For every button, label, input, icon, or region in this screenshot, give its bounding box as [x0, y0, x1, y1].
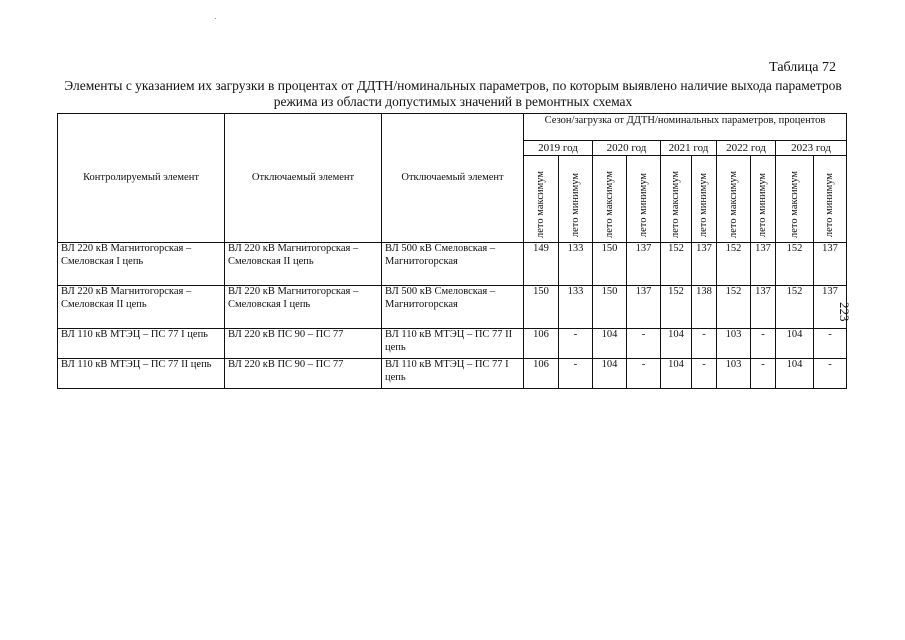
header-sub-label: лето максимум [788, 170, 800, 238]
header-summer-min [814, 156, 847, 243]
cell-load-value: - [751, 359, 776, 389]
cell-load-value: 104 [593, 359, 627, 389]
cell-disconnected-2: ВЛ 500 кВ Смеловская – Магнитогорская [382, 243, 524, 286]
cell-load-value: 137 [627, 243, 661, 286]
cell-load-value: 104 [593, 329, 627, 359]
cell-load-value: 152 [717, 243, 751, 286]
table-row [58, 243, 847, 286]
cell-disconnected-1: ВЛ 220 кВ Магнитогорская – Смеловская I цепь [225, 286, 382, 329]
header-summer-min [751, 156, 776, 243]
header-season: Сезон/загрузка от ДДТН/номинальных параметров, процентов [524, 114, 847, 141]
cell-load-value: 137 [814, 286, 847, 329]
table-row [58, 286, 847, 329]
cell-load-value: 152 [776, 286, 814, 329]
cell-load-value: 138 [692, 286, 717, 329]
cell-load-value: 133 [559, 286, 593, 329]
header-controlled: Контролируемый элемент [58, 114, 225, 243]
cell-load-value: 150 [593, 286, 627, 329]
cell-load-value: 106 [524, 359, 559, 389]
load-table [57, 113, 847, 389]
header-summer-max [717, 156, 751, 243]
cell-load-value: 149 [524, 243, 559, 286]
table-caption: Элементы с указанием их загрузки в процентах от ДДТН/номинальных параметров, по которым выявлено наличие выхода параметров режима из области допустимых значений в ремонтных схемах [64, 78, 842, 109]
header-sub-label: лето минимум [757, 173, 768, 238]
header-year-2022: 2022 год [717, 141, 776, 156]
header-disconnected-2: Отключаемый элемент [382, 114, 524, 243]
cell-load-value: 150 [524, 286, 559, 329]
header-sub-label: лето минимум [824, 173, 836, 238]
cell-disconnected-2: ВЛ 110 кВ МТЭЦ – ПС 77 I цепь [382, 359, 524, 389]
cell-load-value: 137 [751, 286, 776, 329]
cell-load-value: - [751, 329, 776, 359]
cell-load-value: - [814, 329, 847, 359]
cell-load-value: 150 [593, 243, 627, 286]
cell-load-value: 152 [717, 286, 751, 329]
cell-load-value: 137 [627, 286, 661, 329]
cell-load-value: 137 [751, 243, 776, 286]
cell-load-value: - [814, 359, 847, 389]
header-year-2020: 2020 год [593, 141, 661, 156]
cell-load-value: - [692, 359, 717, 389]
header-summer-max [776, 156, 814, 243]
header-summer-max [524, 156, 559, 243]
header-summer-max [593, 156, 627, 243]
cell-load-value: 152 [661, 243, 692, 286]
cell-load-value: 104 [661, 359, 692, 389]
header-summer-max [661, 156, 692, 243]
cell-load-value: 104 [661, 329, 692, 359]
cell-disconnected-2: ВЛ 110 кВ МТЭЦ – ПС 77 II цепь [382, 329, 524, 359]
cell-load-value: 104 [776, 359, 814, 389]
cell-controlled: ВЛ 220 кВ Магнитогорская – Смеловская I цепь [58, 243, 225, 286]
cell-load-value: - [627, 359, 661, 389]
header-sub-label: лето максимум [535, 170, 546, 238]
cell-controlled: ВЛ 110 кВ МТЭЦ – ПС 77 I цепь [58, 329, 225, 359]
header-sub-label: лето максимум [727, 170, 739, 238]
header-summer-min [692, 156, 717, 243]
cell-controlled: ВЛ 110 кВ МТЭЦ – ПС 77 II цепь [58, 359, 225, 389]
cell-load-value: 137 [814, 243, 847, 286]
header-year-2019: 2019 год [524, 141, 593, 156]
cell-load-value: - [559, 329, 593, 359]
table-row [58, 329, 847, 359]
header-year-2023: 2023 год [776, 141, 847, 156]
cell-disconnected-1: ВЛ 220 кВ Магнитогорская – Смеловская II цепь [225, 243, 382, 286]
cell-load-value: 137 [692, 243, 717, 286]
cell-load-value: 133 [559, 243, 593, 286]
page-number: 223 [837, 302, 852, 322]
header-summer-min [627, 156, 661, 243]
header-disconnected-1: Отключаемый элемент [225, 114, 382, 243]
header-sub-label: лето максимум [670, 170, 681, 238]
cell-load-value: 152 [661, 286, 692, 329]
cell-disconnected-1: ВЛ 220 кВ ПС 90 – ПС 77 [225, 329, 382, 359]
cell-disconnected-2: ВЛ 500 кВ Смеловская – Магнитогорская [382, 286, 524, 329]
header-sub-label: лето минимум [637, 173, 649, 238]
scan-speck [215, 18, 216, 19]
cell-load-value: 152 [776, 243, 814, 286]
cell-load-value: - [559, 359, 593, 389]
header-sub-label: лето минимум [698, 173, 709, 238]
header-sub-label: лето максимум [603, 170, 615, 238]
cell-load-value: 103 [717, 359, 751, 389]
cell-load-value: 103 [717, 329, 751, 359]
header-sub-label: лето минимум [569, 173, 581, 238]
cell-load-value: - [627, 329, 661, 359]
table-row [58, 359, 847, 389]
table-number: Таблица 72 [769, 60, 836, 75]
header-year-2021: 2021 год [661, 141, 717, 156]
cell-disconnected-1: ВЛ 220 кВ ПС 90 – ПС 77 [225, 359, 382, 389]
cell-load-value: 104 [776, 329, 814, 359]
cell-load-value: - [692, 329, 717, 359]
cell-load-value: 106 [524, 329, 559, 359]
cell-controlled: ВЛ 220 кВ Магнитогорская – Смеловская II цепь [58, 286, 225, 329]
header-summer-min [559, 156, 593, 243]
